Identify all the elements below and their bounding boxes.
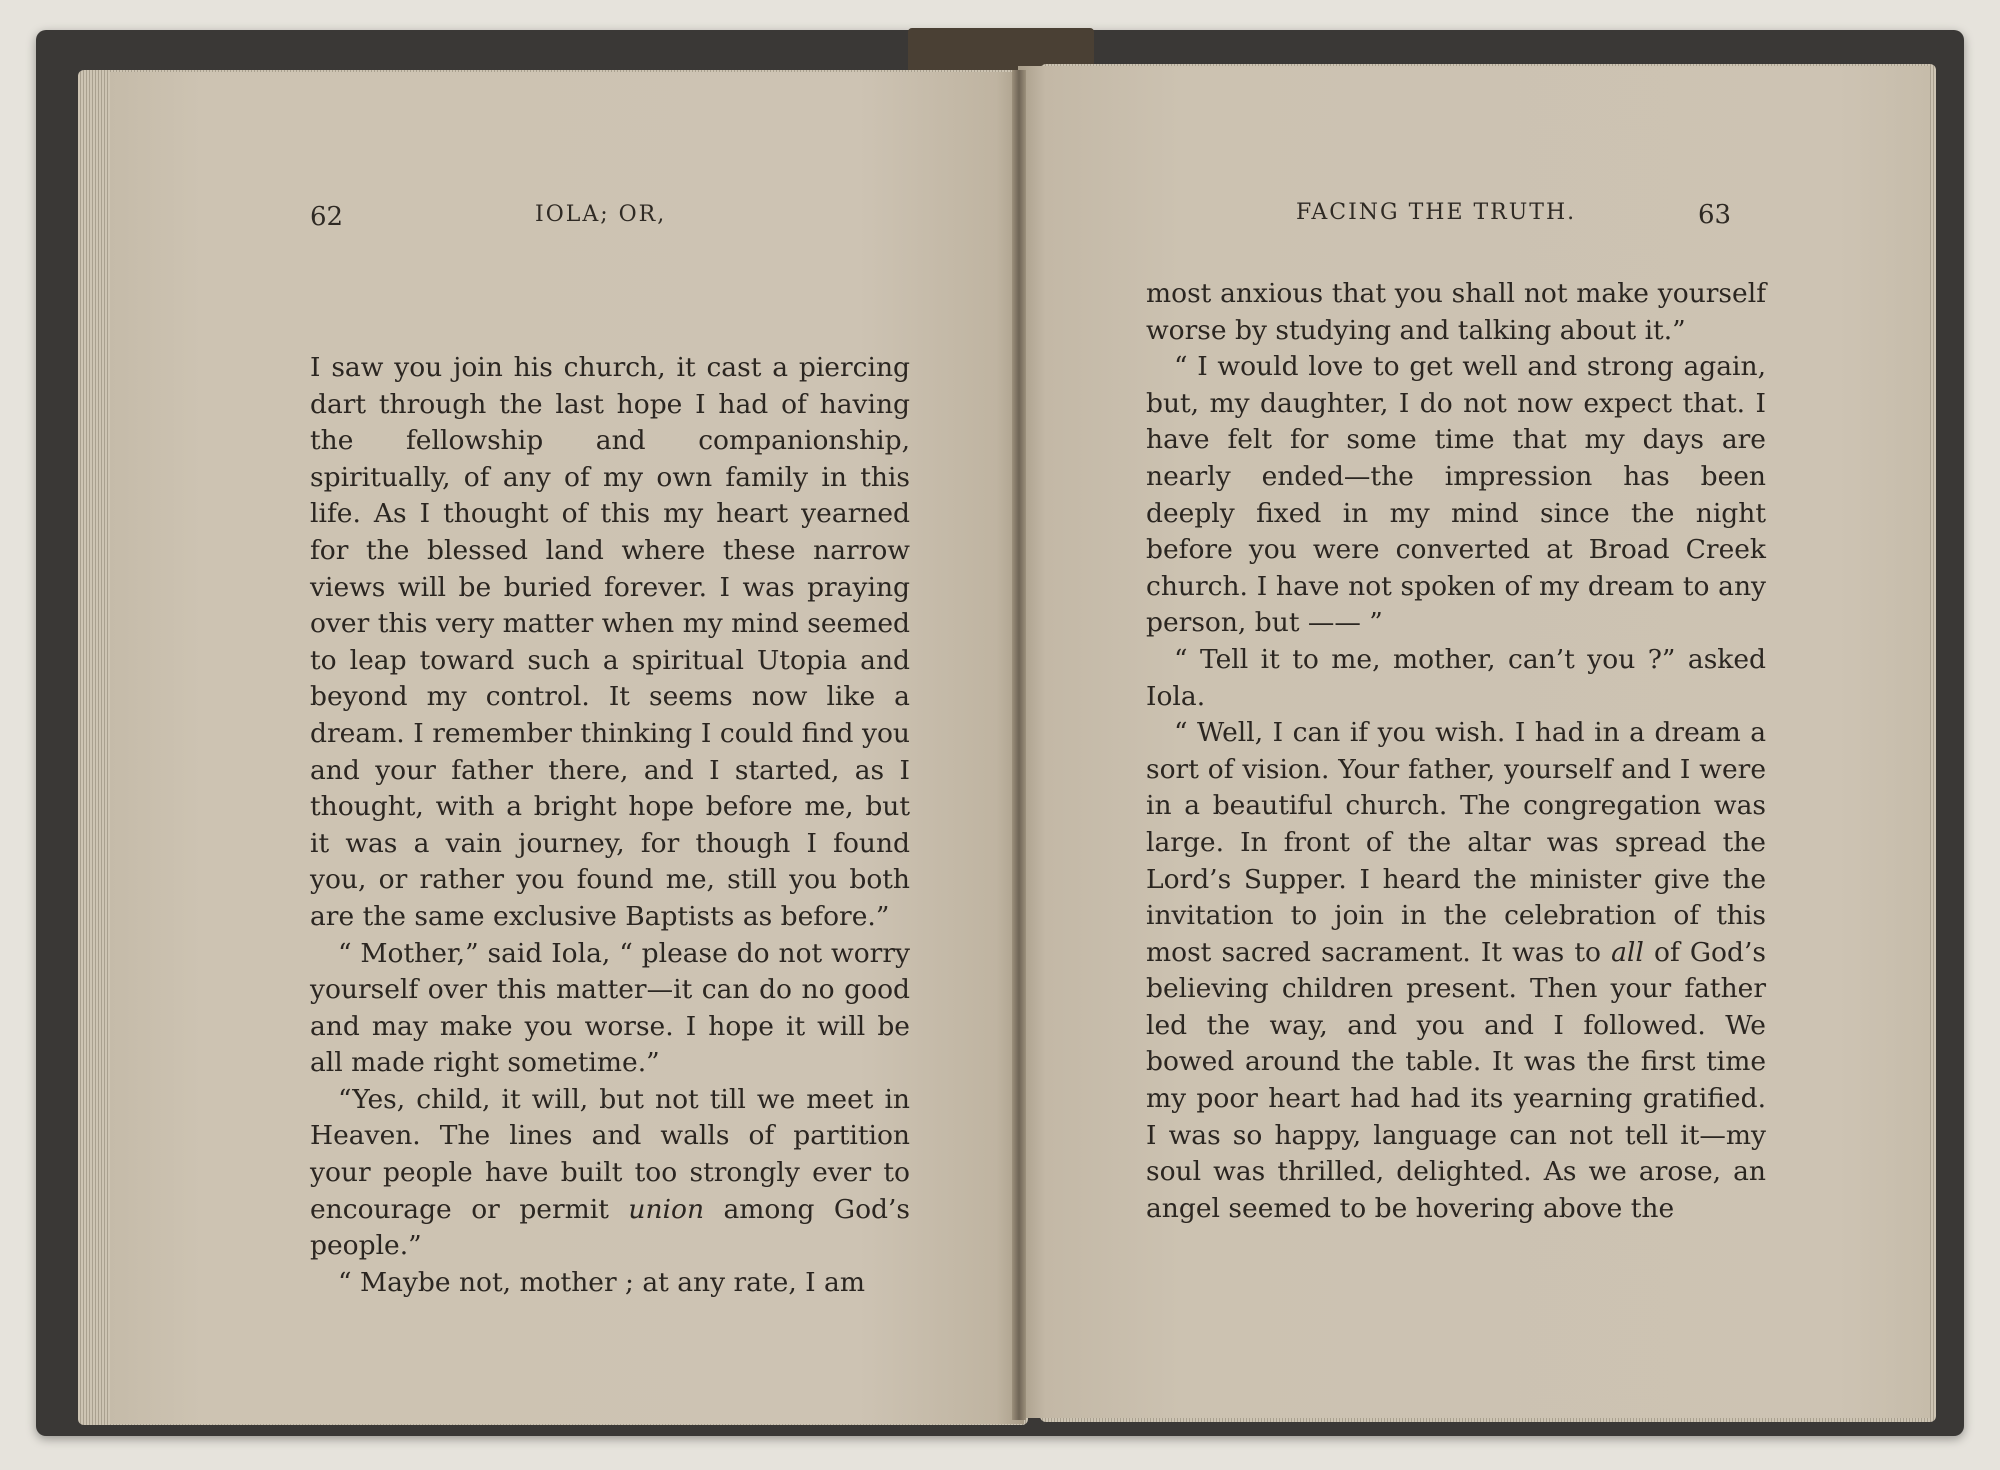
emphasis-word: all [1611,936,1644,968]
left-page-number: 62 [310,202,344,232]
left-page [110,72,1024,1424]
right-page [1018,66,1930,1418]
right-running-title: FACING THE TRUTH. [1296,200,1577,225]
paragraph: I saw you join his church, it cast a piercing dart through the last hope I had of having the fellowship and companionship, spiritually, of any of my own family in this life. As I thought of this my heart yearned for the blessed land where these narrow views will be buried forever. I was praying over this very matter when my mind seemed to leap toward such a spiritual Utopia and beyond my control. It seems now like a dream. I remember thinking I could find you and your father there, and I started, as I thought, with a bright hope before me, but it was a vain journey, for though I found you, or rather you found me, still you both are the same exclusive Baptists as before.” [310,352,910,932]
paragraph: “Yes, child, it will, but not till we meet in Heaven. The lines and walls of partition your people have built too strongly ever to encourage or permit union among God’s people.” [310,1083,911,1262]
right-page-text [1146,276,1766,1227]
paragraph: “ Mother,” said Iola, “ please do not worry yourself over this matter—it can do no good and may make you worse. I hope it will be all made right sometime.” [310,937,910,1079]
emphasis-word: union [628,1193,705,1225]
left-page-text [310,350,910,1301]
paragraph: most anxious that you shall not make yourself worse by studying and talking about it.” [1146,278,1766,346]
book-gutter [1012,70,1026,1420]
paragraph: “ Tell it to me, mother, can’t you ?” asked Iola. [1146,643,1766,712]
paragraph: “ Maybe not, mother ; at any rate, I am [338,1266,865,1298]
paragraph: “ Well, I can if you wish. I had in a dream a sort of vision. Your father, yourself and I were in a beautiful church. The congregation was large. In front of the altar was spread the Lord’s Supper. I heard the minister give the invitation to join in the celebration of this most sacred sacrament. It was to all of God’s believing children present. Then your father led the way, and you and I followed. We bowed around the table. It was the first time my poor heart had had its yearning gratified. I was so happy, language can not tell it—my soul was thrilled, delighted. As we arose, an angel seemed to be hovering above the [1146,717,1766,1224]
left-running-title: IOLA; OR, [535,202,667,227]
paragraph: “ I would love to get well and strong again, but, my daughter, I do not now expect that. I have felt for some time that my days are nearly ended—the impression has been deeply fixed in my mind since the night before you were converted at Broad Creek church. I have not spoken of my dream to any person, but —— ” [1146,351,1766,639]
right-page-number: 63 [1698,200,1732,230]
